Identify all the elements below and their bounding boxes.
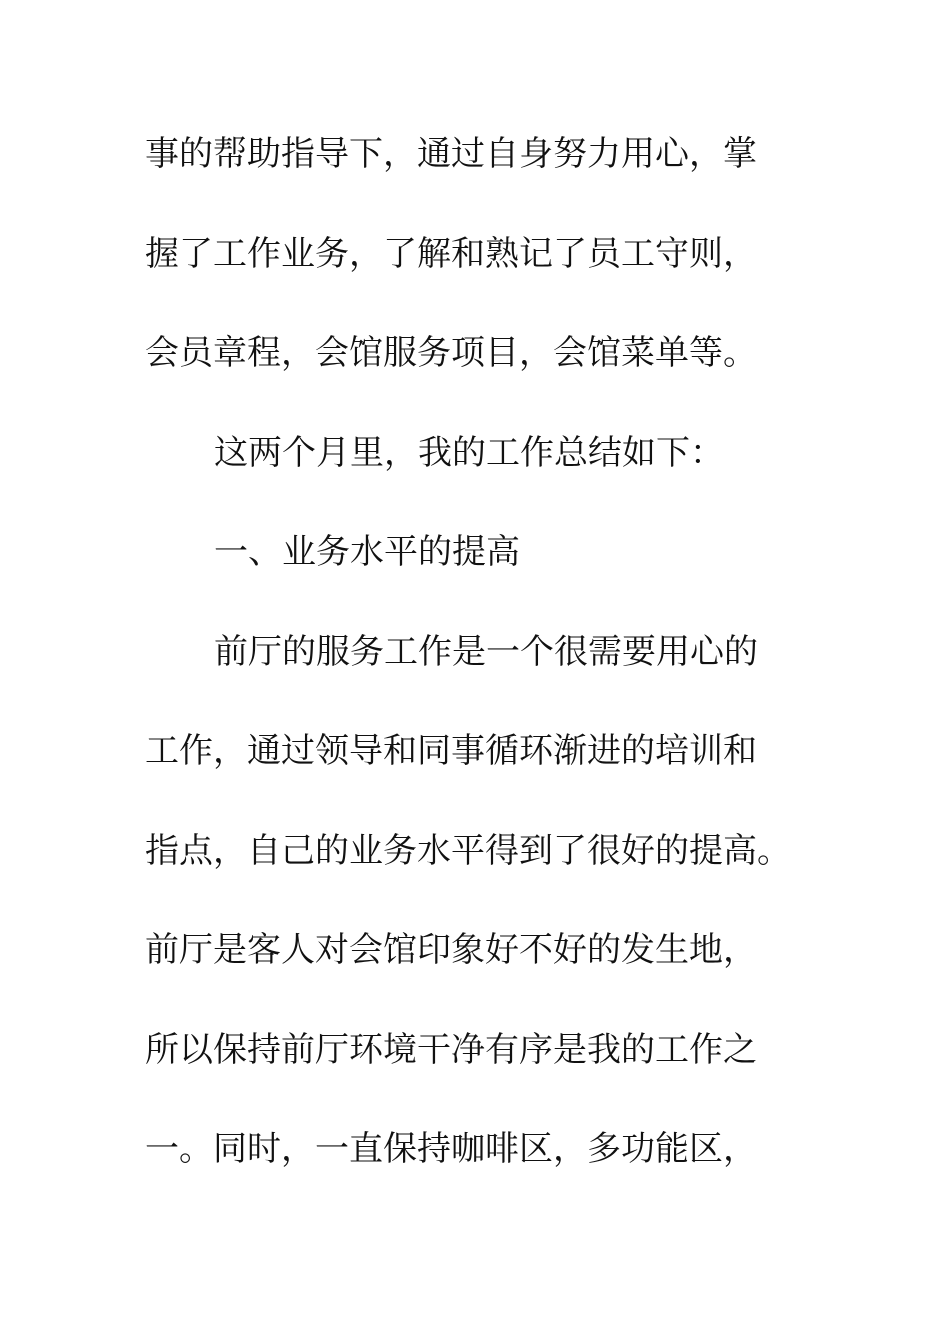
section-heading: 一、业务水平的提高 [214,532,520,572]
body-text [145,122,825,1217]
text-line: 一。同时，一直保持咖啡区，多功能区， [145,1129,757,1169]
text-line: 前厅是客人对会馆印象好不好的发生地， [145,930,757,970]
text-line: 指点，自己的业务水平得到了很好的提高。 [145,830,791,871]
text-line: 所以保持前厅环境干净有序是我的工作之 [145,1029,757,1070]
text-line: 握了工作业务，了解和熟记了员工守则， [145,233,757,274]
paragraph-start: 前厅的服务工作是一个很需要用心的 [214,631,758,672]
text-line: 会员章程，会馆服务项目，会馆菜单等。 [145,333,757,373]
text-line: 工作，通过领导和同事循环渐进的培训和 [145,731,757,771]
text-line: 事的帮助指导下，通过自身努力用心，掌 [145,134,757,174]
paragraph-intro: 这两个月里，我的工作总结如下： [214,432,724,473]
